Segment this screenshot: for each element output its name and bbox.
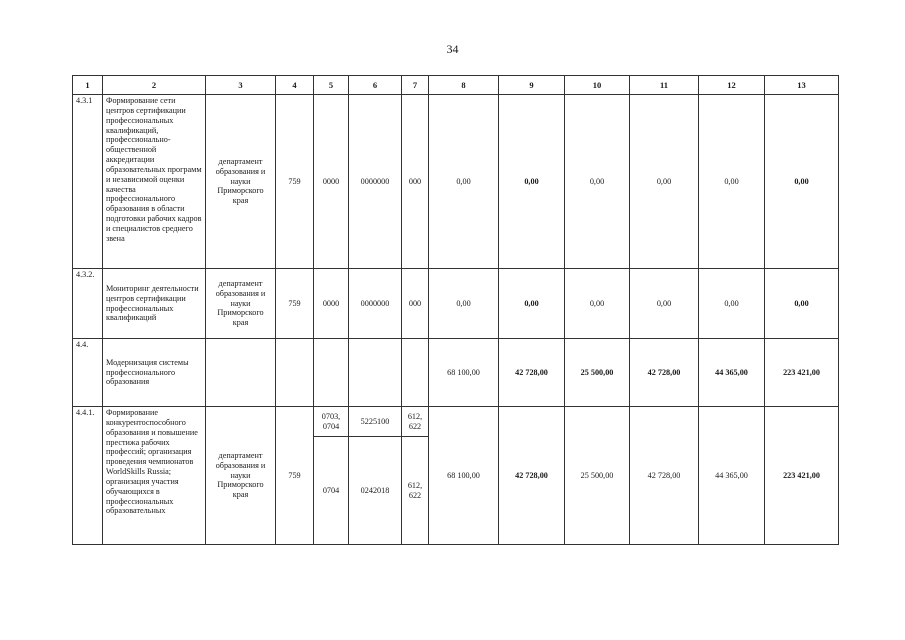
column-header: 9 (499, 76, 565, 95)
column-header: 13 (765, 76, 839, 95)
row-number: 4.3.2. (73, 269, 103, 339)
rzpr-cell: 0000 (314, 95, 349, 269)
table-row (73, 269, 839, 339)
value-cell: 25 500,00 (565, 339, 630, 407)
row-name: Формирование сети центров сертификации профессиональных квалификаций, профессионально-общественной аккредитации образовательных программ и независимой оценки качества профессионального образования в области подготовки рабочих кадров и специалистов среднего звена (103, 95, 206, 269)
value-cell: 0,00 (630, 269, 699, 339)
vr-cell: 612, 622 (402, 437, 429, 545)
csr-cell: 0242018 (349, 437, 402, 545)
value-cell: 0,00 (699, 95, 765, 269)
budget-table (72, 75, 839, 545)
responsible-cell: департамент образования и науки Приморского края (206, 407, 276, 545)
column-header: 11 (630, 76, 699, 95)
row-name: Модернизация системы профессионального образования (103, 339, 206, 407)
grbs-cell: 759 (276, 407, 314, 545)
value-cell: 0,00 (429, 95, 499, 269)
value-cell: 25 500,00 (565, 407, 630, 545)
value-cell: 42 728,00 (630, 407, 699, 545)
value-cell: 0,00 (765, 95, 839, 269)
column-header: 6 (349, 76, 402, 95)
value-cell: 44 365,00 (699, 339, 765, 407)
value-cell: 68 100,00 (429, 339, 499, 407)
row-number: 4.3.1 (73, 95, 103, 269)
column-header: 1 (73, 76, 103, 95)
row-number: 4.4. (73, 339, 103, 407)
rzpr-cell: 0703, 0704 (314, 407, 349, 437)
grbs-cell: 759 (276, 95, 314, 269)
row-number: 4.4.1. (73, 407, 103, 545)
page-number: 34 (446, 42, 459, 56)
row-name: Формирование конкурентоспособного образования и повышение престижа рабочих профессий; организация проведения чемпионатов WorldSkills Russia; организация участия обучающихся в профессиональных образовательных (103, 407, 206, 545)
value-cell: 0,00 (499, 269, 565, 339)
csr-cell: 0000000 (349, 269, 402, 339)
value-cell: 0,00 (765, 269, 839, 339)
value-cell: 223 421,00 (765, 407, 839, 545)
column-header: 8 (429, 76, 499, 95)
value-cell: 0,00 (630, 95, 699, 269)
empty-cell (314, 339, 349, 407)
value-cell: 0,00 (565, 95, 630, 269)
value-cell: 42 728,00 (499, 339, 565, 407)
vr-cell: 000 (402, 269, 429, 339)
value-cell: 0,00 (499, 95, 565, 269)
responsible-cell: департамент образования и науки Приморского края (206, 269, 276, 339)
table-row (73, 339, 839, 407)
value-cell: 42 728,00 (499, 407, 565, 545)
value-cell: 42 728,00 (630, 339, 699, 407)
responsible-cell: департамент образования и науки Приморского края (206, 95, 276, 269)
value-cell: 44 365,00 (699, 407, 765, 545)
header-row (73, 76, 839, 95)
value-cell: 68 100,00 (429, 407, 499, 545)
column-header: 3 (206, 76, 276, 95)
vr-cell: 612, 622 (402, 407, 429, 437)
value-cell: 0,00 (429, 269, 499, 339)
value-cell: 0,00 (699, 269, 765, 339)
csr-cell: 0000000 (349, 95, 402, 269)
empty-cell (276, 339, 314, 407)
column-header: 7 (402, 76, 429, 95)
column-header: 5 (314, 76, 349, 95)
table-row (73, 407, 839, 437)
column-header: 12 (699, 76, 765, 95)
column-header: 2 (103, 76, 206, 95)
table-row (73, 95, 839, 269)
empty-cell (206, 339, 276, 407)
column-header: 4 (276, 76, 314, 95)
empty-cell (402, 339, 429, 407)
value-cell: 0,00 (565, 269, 630, 339)
column-header: 10 (565, 76, 630, 95)
empty-cell (349, 339, 402, 407)
row-name: Мониторинг деятельности центров сертификации профессиональных квалификаций (103, 269, 206, 339)
rzpr-cell: 0000 (314, 269, 349, 339)
grbs-cell: 759 (276, 269, 314, 339)
csr-cell: 5225100 (349, 407, 402, 437)
rzpr-cell: 0704 (314, 437, 349, 545)
vr-cell: 000 (402, 95, 429, 269)
value-cell: 223 421,00 (765, 339, 839, 407)
